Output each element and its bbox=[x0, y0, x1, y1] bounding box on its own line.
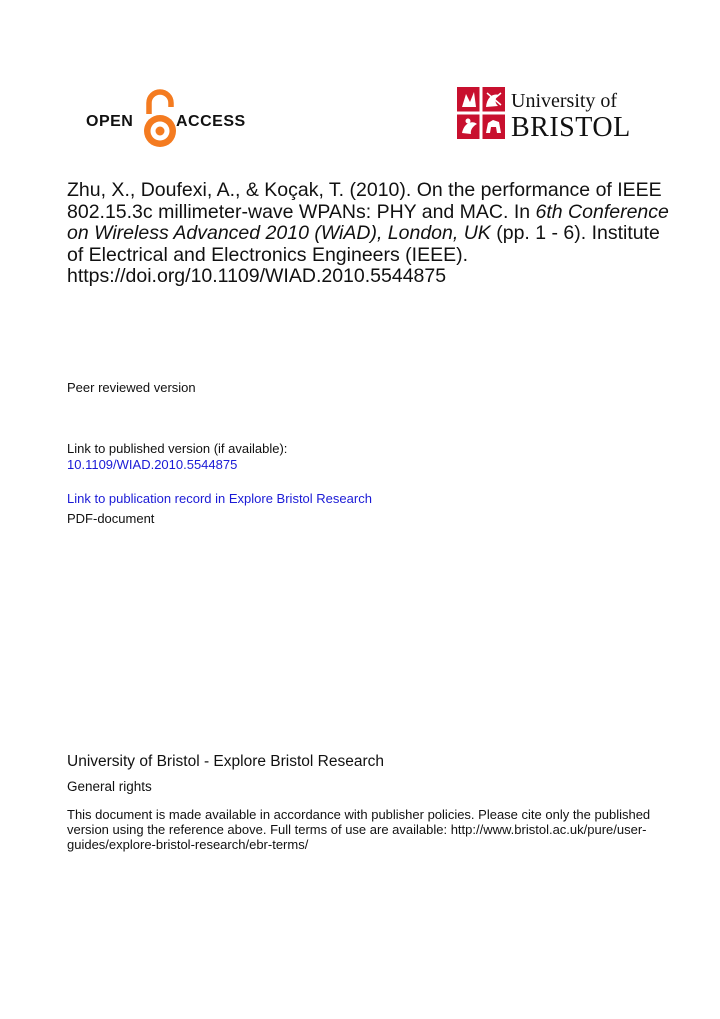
citation-conference: 6th Conference on Wireless Advanced 2010 (WiAD), London, UK bbox=[67, 200, 669, 244]
open-access-logo bbox=[86, 88, 256, 150]
version-label: Peer reviewed version bbox=[67, 380, 196, 395]
rights-text: This document is made available in accordance with publisher policies. Please cite only the published version using the reference above. Full terms of use are available: http://www.bristol.ac.uk/pure/user-guides/explore-bristol-research/ebr-terms/ bbox=[67, 807, 651, 852]
university-of-bristol-logo bbox=[457, 87, 637, 141]
published-version-label: Link to published version (if available): bbox=[67, 441, 288, 456]
general-rights-heading: General rights bbox=[67, 779, 152, 794]
citation bbox=[67, 180, 677, 288]
bristol-label: BRISTOL bbox=[511, 112, 631, 143]
rights-section-title: University of Bristol - Explore Bristol Research bbox=[67, 753, 384, 770]
bristol-crest-icon bbox=[457, 87, 505, 139]
open-access-logo-access-text: ACCESS bbox=[176, 113, 246, 130]
publication-record-link[interactable]: Link to publication record in Explore Bristol Research bbox=[67, 491, 372, 506]
open-lock-icon bbox=[142, 88, 178, 150]
citation-text: Zhu, X., Doufexi, A., & Koçak, T. (2010). On the performance of IEEE 802.15.3c millimeter-wave WPANs: PHY and MAC. In bbox=[67, 179, 662, 223]
doi-link[interactable]: 10.1109/WIAD.2010.5544875 bbox=[67, 457, 238, 472]
document-type-label: PDF-document bbox=[67, 511, 155, 526]
university-of-label: University of bbox=[511, 90, 618, 112]
open-access-logo-open-text: OPEN bbox=[86, 113, 134, 130]
citation-text-end: (pp. 1 - 6). Institute of Electrical and Electronics Engineers (IEEE). https://doi.org/10.1109/WIAD.2010.5544875 bbox=[67, 222, 660, 287]
